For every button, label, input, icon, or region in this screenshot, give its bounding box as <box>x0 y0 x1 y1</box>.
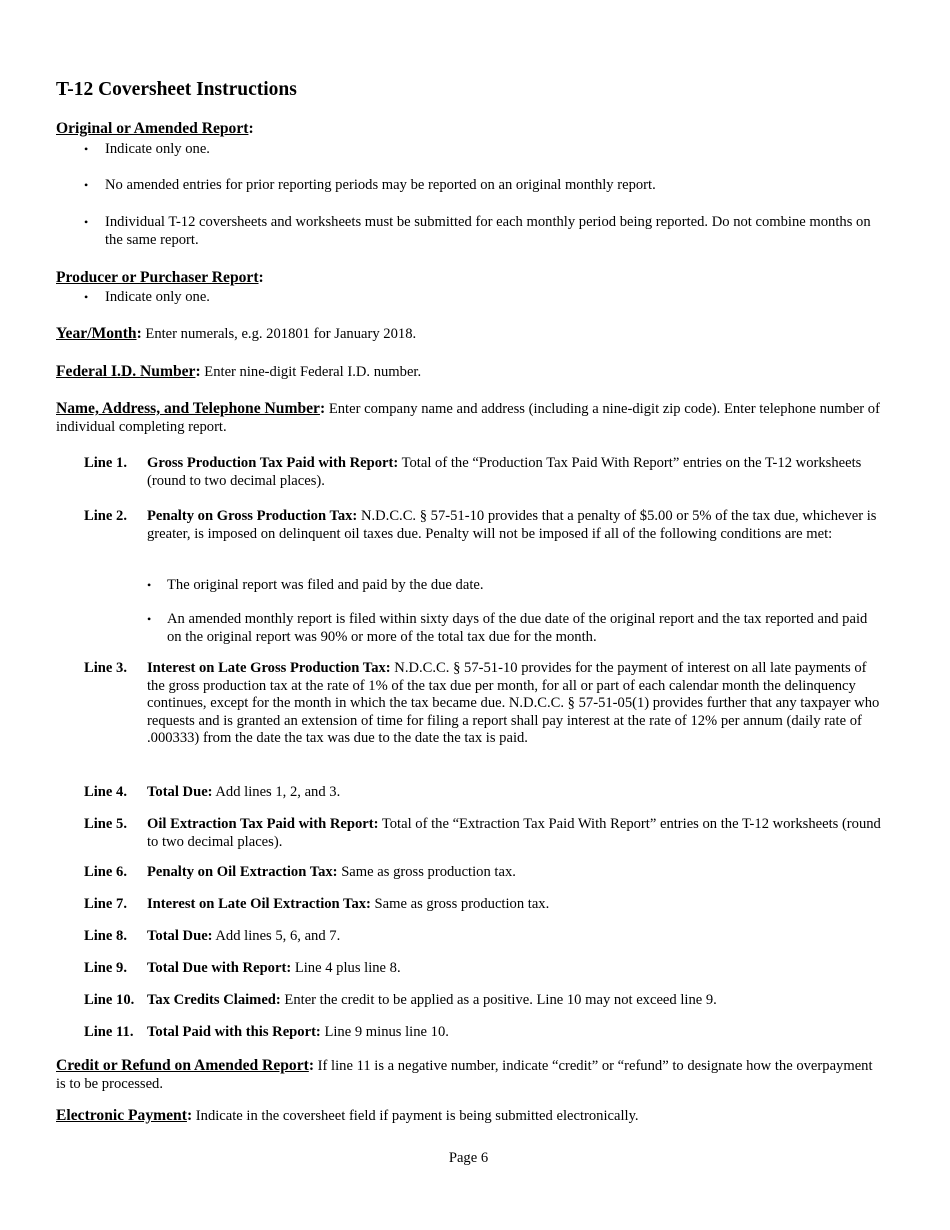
line-title: Penalty on Gross Production Tax: <box>147 508 358 524</box>
line-title: Tax Credits Claimed: <box>147 992 281 1008</box>
line-title: Interest on Late Oil Extraction Tax: <box>147 896 371 912</box>
line-text: Enter the credit to be applied as a positive. Line 10 may not exceed line 9. <box>280 992 717 1008</box>
heading-colon: : <box>319 400 326 417</box>
section-year-month <box>56 325 881 344</box>
bullet-icon: • <box>84 178 89 192</box>
line-text: Add lines 1, 2, and 3. <box>212 784 341 800</box>
line-number: Line 3. <box>84 660 127 676</box>
section-heading: Original or Amended Report <box>56 120 249 137</box>
section-heading: Name, Address, and Telephone Number <box>56 400 320 417</box>
bullet-icon: • <box>84 290 89 304</box>
line-item-5 <box>84 816 881 851</box>
bullet-text: Individual T-12 coversheets and worksheets must be submitted for each monthly period being reported. Do not combine months on the same report. <box>105 214 871 248</box>
line-title: Total Due: <box>147 928 213 944</box>
line-item-10 <box>84 992 881 1010</box>
line-title: Interest on Late Gross Production Tax: <box>147 660 391 676</box>
section-electronic-payment <box>56 1107 881 1126</box>
bullet-text: Indicate only one. <box>105 289 210 305</box>
bullet-text: Indicate only one. <box>105 141 210 157</box>
line-text: Total of the “Extraction Tax Paid With Report” entries on the T-12 worksheets (round to two decimal places). <box>147 816 881 850</box>
section-producer-report <box>56 269 881 288</box>
condition-item <box>147 611 881 646</box>
page-title: T-12 Coversheet Instructions <box>56 79 297 100</box>
line-title: Total Due: <box>147 784 213 800</box>
bullet-item <box>56 289 881 307</box>
line-item-11 <box>84 1024 881 1042</box>
line-title: Total Due with Report: <box>147 960 292 976</box>
line-text: Same as gross production tax. <box>370 896 550 912</box>
heading-colon: : <box>136 325 142 342</box>
section-text: Indicate in the coversheet field if payment is being submitted electronically. <box>192 1108 639 1124</box>
page-number: Page 6 <box>448 1150 489 1166</box>
bullet-icon: • <box>147 578 152 592</box>
section-heading-line <box>56 269 881 288</box>
heading-colon: : <box>248 120 254 137</box>
line-number: Line 11. <box>84 1024 134 1040</box>
bullet-item <box>56 214 881 249</box>
line-text: Add lines 5, 6, and 7. <box>212 928 341 944</box>
line-item-3 <box>84 660 881 748</box>
bullet-item <box>56 177 881 195</box>
line-title: Gross Production Tax Paid with Report: <box>147 455 399 471</box>
line-number: Line 1. <box>84 455 127 471</box>
section-name-address <box>56 400 881 436</box>
section-heading: Producer or Purchaser Report <box>56 269 259 286</box>
line-text: Line 4 plus line 8. <box>291 960 401 976</box>
section-federal-id <box>56 363 881 382</box>
line-text: N.D.C.C. § 57-51-10 provides that a penalty of $5.00 or 5% of the tax due, whichever is greater, is imposed on delinquent oil taxes due. Penalty will not be imposed if all of the following conditions are met: <box>147 508 877 542</box>
line-item-6 <box>84 864 881 882</box>
line-text: Same as gross production tax. <box>337 864 516 880</box>
bullet-item <box>56 141 881 159</box>
condition-text: An amended monthly report is filed within sixty days of the due date of the original report and the tax reported and paid on the original report was 90% or more of the total tax due for the month. <box>167 611 868 645</box>
heading-colon: : <box>186 1107 193 1124</box>
line-number: Line 7. <box>84 896 127 912</box>
section-heading: Electronic Payment <box>56 1107 187 1124</box>
condition-text: The original report was filed and paid by the due date. <box>167 577 484 593</box>
line-item-9 <box>84 960 881 978</box>
line-item-8 <box>84 928 881 946</box>
line-item-7 <box>84 896 881 914</box>
section-heading: Credit or Refund on Amended Report <box>56 1057 309 1074</box>
line-title: Penalty on Oil Extraction Tax: <box>147 864 338 880</box>
line-number: Line 9. <box>84 960 127 976</box>
line-item-4 <box>84 784 881 802</box>
line-number: Line 8. <box>84 928 127 944</box>
line-number: Line 6. <box>84 864 127 880</box>
section-text: Enter nine-digit Federal I.D. number. <box>200 364 422 380</box>
line-item-1 <box>84 455 881 490</box>
section-text: If line 11 is a negative number, indicate “credit” or “refund” to designate how the overpayment is to be processed. <box>56 1058 873 1092</box>
bullet-icon: • <box>84 142 89 156</box>
heading-colon: : <box>195 363 201 380</box>
section-text: Enter numerals, e.g. 201801 for January 2018. <box>141 326 417 342</box>
line-title: Oil Extraction Tax Paid with Report: <box>147 816 379 832</box>
line-number: Line 10. <box>84 992 135 1008</box>
line-item-2 <box>84 508 881 543</box>
line-text: N.D.C.C. § 57-51-10 provides for the payment of interest on all late payments of the gross production tax at the rate of 1% of the tax due per month, for all or part of each calendar month the delinquency continues, except for the month in which the tax became due. N.D.C.C. § 57-51-05(1) provides further that any taxpayer who requests and is granted an extension of time for filing a report shall pay interest at the rate of 12% per annum (daily rate of .000333) from the date the tax was due to the date the tax is paid. <box>147 660 880 746</box>
section-heading: Federal I.D. Number <box>56 363 196 380</box>
line-number: Line 2. <box>84 508 127 524</box>
section-credit-refund <box>56 1057 881 1093</box>
section-text: Enter company name and address (including a nine-digit zip code). Enter telephone number of individual completing report. <box>56 401 880 435</box>
line-text: Total of the “Production Tax Paid With Report” entries on the T-12 worksheets (round to two decimal places). <box>147 455 862 489</box>
section-heading: Year/Month <box>56 325 137 342</box>
line-number: Line 4. <box>84 784 127 800</box>
heading-colon: : <box>258 269 264 286</box>
bullet-icon: • <box>84 215 89 229</box>
heading-colon: : <box>308 1057 315 1074</box>
bullet-icon: • <box>147 612 152 626</box>
condition-item <box>147 577 881 595</box>
section-original-report <box>56 120 881 139</box>
line-number: Line 5. <box>84 816 127 832</box>
line-text: Line 9 minus line 10. <box>320 1024 449 1040</box>
section-heading-line <box>56 120 881 139</box>
bullet-text: No amended entries for prior reporting periods may be reported on an original monthly report. <box>105 177 656 193</box>
line-title: Total Paid with this Report: <box>147 1024 321 1040</box>
